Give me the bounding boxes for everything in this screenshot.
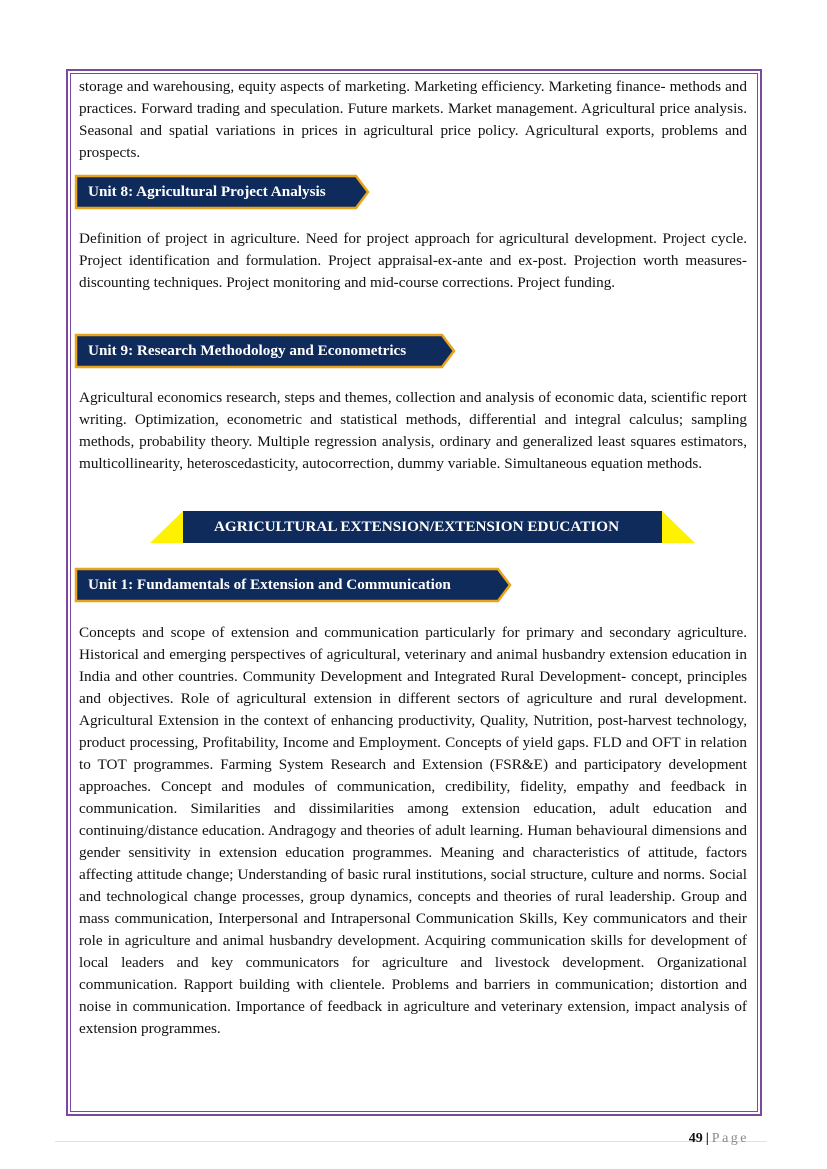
unit9-heading-label: Unit 9: Research Methodology and Econometrics — [88, 342, 407, 359]
paragraph-project-analysis: Definition of project in agriculture. Need for project approach for agricultural development. Project cycle. Project identification and formulation. Project appraisal-ex-ante and ex-post. Projection worth measures-discounting techniques. Project monitoring and mid-course corrections. Project funding. — [79, 230, 747, 291]
footer-rule — [55, 1141, 767, 1142]
section-heading — [150, 510, 695, 544]
unit8-heading — [74, 174, 370, 210]
paragraph-marketing: storage and warehousing, equity aspects of marketing. Marketing efficiency. Marketing finance- methods and practices. Forward trading and speculation. Future markets. Market management. Agricultural price analysis. Seasonal and spatial variations in prices in agricultural price policy. Agricultural exports, problems and prospects. — [79, 78, 747, 161]
page-number: 49 — [688, 1131, 703, 1146]
unit1-heading-label: Unit 1: Fundamentals of Extension and Communication — [88, 576, 451, 593]
page-label: Page — [711, 1131, 749, 1146]
section-heading-label: AGRICULTURAL EXTENSION/EXTENSION EDUCATION — [213, 518, 620, 535]
page-footer — [689, 1131, 749, 1147]
footer-separator: | — [705, 1131, 709, 1146]
paragraph-extension-communication: Concepts and scope of extension and communication particularly for primary and secondary agriculture. Historical and emerging perspectives of agricultural, veterinary and animal husbandry extension education in India and other countries. Community Development and Integrated Rural Development- concept, principles and objectives. Role of agricultural extension in different sectors of agriculture and rural development. Agricultural Extension in the context of enhancing productivity, Quality, Nutrition, post-harvest technology, product processing, Profitability, Income and Employment. Concepts of yield gaps. FLD and OFT in relation to TOT programmes. Farming System Research and Extension (FSR&E) and participatory development approaches. Concept and modules of communication, credibility, fidelity, empathy and feedback in communication. Similarities and dissimilarities among extension education, adult education and continuing/distance education. Andragogy and theories of adult learning. Human behavioural dimensions and gender sensitivity in extension education programmes. Meaning and characteristics of attitude, factors affecting attitude change; Understanding of basic rural institutions, social structure, culture and norms. Social and technological change processes, group dynamics, concepts and theories of rural leadership. Group and mass communication, Interpersonal and Intrapersonal Communication Skills, Key communicators and their role in agriculture and animal husbandry development. Acquiring communication skills for development of local leaders and key communicators for agriculture and livestock development. Organizational communication. Rapport building with clientele. Problems and barriers in communication; distortion and noise in communication. Importance of feedback in agriculture and veterinary extension, impact analysis of extension programmes. — [79, 624, 747, 1037]
unit9-heading — [74, 333, 456, 369]
unit8-heading-label: Unit 8: Agricultural Project Analysis — [88, 183, 326, 200]
unit1-heading — [74, 567, 512, 603]
paragraph-research-methodology: Agricultural economics research, steps and themes, collection and analysis of economic data, scientific report writing. Optimization, econometric and statistical methods, differential and integral calculus; sampling methods, probability theory. Multiple regression analysis, ordinary and generalized least squares estimators, multicollinearity, heteroscedasticity, autocorrection, dummy variable. Simultaneous equation methods. — [79, 389, 747, 472]
